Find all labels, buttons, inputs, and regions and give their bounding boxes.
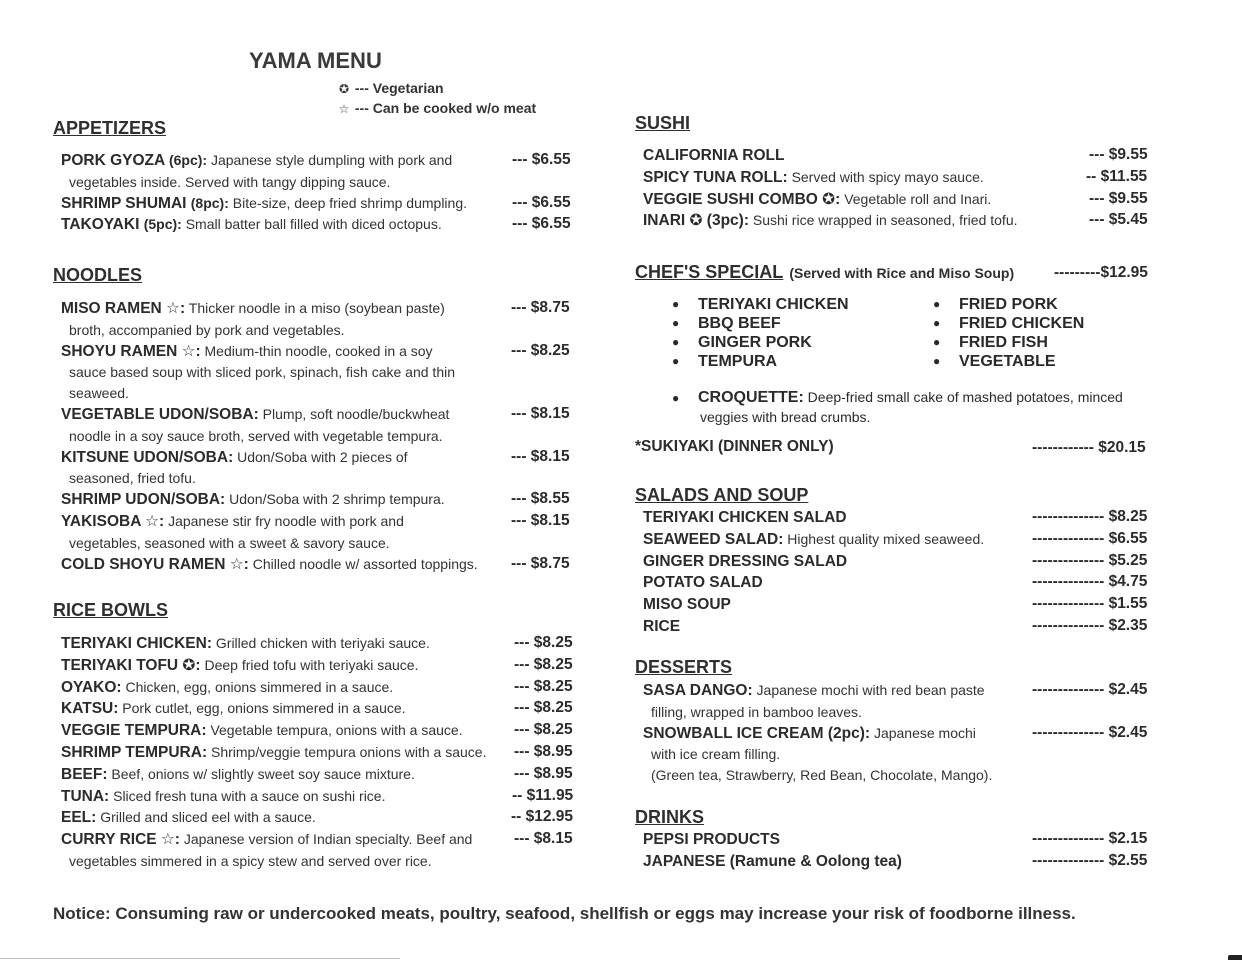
desserts-heading: DESSERTS [635, 657, 733, 677]
bullet-icon: ● [933, 297, 941, 311]
list-item: ● FRIED PORK [933, 296, 1058, 313]
star-icon: ☆ [338, 102, 350, 116]
appetizers-list [61, 150, 581, 236]
item-price: -------------- $2.55 [1032, 851, 1148, 869]
item-price: --- $8.55 [511, 490, 570, 508]
menu-item: SEAWEED SALAD: Highest quality mixed seaweed. -------------- $6.55 [643, 529, 1148, 548]
menu-item: MISO RAMEN ☆: Thicker noodle in a miso (soybean paste) broth, accompanied by pork and vegetables. --- $8.75 [61, 299, 570, 338]
item-price: --- $8.95 [514, 764, 573, 782]
legend-vegetarian: --- Vegetarian [354, 80, 444, 96]
item-price: --- $8.75 [511, 554, 570, 572]
sushi-heading: SUSHI [635, 113, 691, 133]
rice-bowls-list [61, 633, 581, 872]
appetizers-heading: APPETIZERS [53, 118, 167, 138]
menu-title: YAMA MENU [249, 48, 382, 73]
item-price: --- $9.55 [1089, 146, 1148, 163]
item-price: -- $11.55 [1086, 167, 1148, 185]
list-item: ● FRIED CHICKEN [933, 315, 1085, 332]
sukiyaki-item: *SUKIYAKI (DINNER ONLY) [635, 438, 834, 455]
menu-item: VEGGIE SUSHI COMBO ✪: Vegetable roll and Inari. --- $9.55 [643, 189, 1148, 208]
item-price: --- $9.55 [1089, 189, 1148, 207]
bullet-icon: ● [672, 354, 680, 368]
chefs-special-right-list [933, 295, 1084, 371]
item-price: --- $5.45 [1089, 211, 1148, 229]
menu-item: KATSU: Pork cutlet, egg, onions simmered in a sauce. --- $8.25 [61, 699, 573, 718]
item-price: -------------- $6.55 [1032, 529, 1148, 547]
menu-item: TAKOYAKI (5pc): Small batter ball filled with diced octopus. --- $6.55 [61, 215, 571, 234]
chefs-special-heading: CHEF'S SPECIAL (Served with Rice and Miso Soup) [635, 262, 1015, 282]
item-price: -- $12.95 [511, 808, 574, 826]
menu-item: CALIFORNIA ROLL --- $9.55 [643, 146, 1148, 164]
foodborne-notice: Notice: Consuming raw or undercooked meats, poultry, seafood, shellfish or eggs may increase your risk of foodborne illness. [53, 904, 1076, 923]
menu-item: SASA DANGO: Japanese mochi with red bean paste filling, wrapped in bamboo leaves. -------------- $2.45 [643, 681, 1148, 720]
drinks-heading: DRINKS [635, 807, 705, 827]
menu-item: EEL: Grilled and sliced eel with a sauce. -- $12.95 [61, 808, 574, 827]
list-item: ● BBQ BEEF [672, 315, 781, 332]
vegetarian-icon: ✪ [338, 82, 350, 96]
menu-item: SHRIMP UDON/SOBA: Udon/Soba with 2 shrimp tempura. --- $8.55 [61, 490, 570, 509]
menu-item: COLD SHOYU RAMEN ☆: Chilled noodle w/ assorted toppings. --- $8.75 [61, 554, 570, 573]
menu-item: SHRIMP SHUMAI (8pc): Bite-size, deep fried shrimp dumpling. --- $6.55 [61, 193, 571, 212]
page-edge-line [0, 958, 400, 959]
bullet-icon: ● [933, 354, 941, 368]
bullet-icon: ● [672, 391, 680, 405]
menu-item: CURRY RICE ☆: Japanese version of Indian specialty. Beef and vegetables simmered in a spicy stew and served over rice. --- $8.15 [61, 830, 573, 869]
item-price: -------------- $2.15 [1032, 830, 1148, 847]
menu-item: JAPANESE (Ramune & Oolong tea) -------------- $2.55 [643, 851, 1148, 870]
item-price: --- $6.55 [512, 151, 571, 168]
menu-item: VEGGIE TEMPURA: Vegetable tempura, onions with a sauce. --- $8.25 [61, 721, 573, 740]
menu-item: YAKISOBA ☆: Japanese stir fry noodle with pork and vegetables, seasoned with a sweet & savory sauce. --- $8.15 [61, 511, 570, 551]
item-price: --- $8.15 [511, 404, 570, 422]
item-price: --- $8.15 [511, 511, 570, 529]
list-item: ● VEGETABLE [933, 353, 1056, 370]
scan-corner-mark [1228, 955, 1242, 960]
bullet-icon: ● [933, 335, 941, 349]
item-price: --- $8.25 [514, 634, 573, 651]
menu-item: TERIYAKI CHICKEN SALAD -------------- $8.25 [643, 508, 1148, 526]
legend [337, 78, 536, 118]
menu-item: GINGER DRESSING SALAD -------------- $5.25 [643, 551, 1148, 570]
item-price: --- $8.25 [514, 677, 573, 695]
item-price: --- $8.25 [514, 721, 573, 739]
item-price: --- $8.25 [514, 655, 573, 673]
menu-item: MISO SOUP -------------- $1.55 [643, 595, 1148, 614]
item-price: -------------- $2.45 [1032, 681, 1148, 698]
chefs-special-price: ---------$12.95 [1054, 264, 1148, 281]
sushi-list [643, 145, 1163, 232]
item-price: --- $6.55 [512, 193, 571, 211]
item-price: --- $8.25 [514, 699, 573, 717]
menu-item: INARI ✪ (3pc): Sushi rice wrapped in seasoned, fried tofu. --- $5.45 [643, 211, 1148, 230]
croquette-item: ● CROQUETTE: Deep-fried small cake of mashed potatoes, minced veggies with bread crumbs. [672, 389, 1123, 425]
menu-item: PORK GYOZA (6pc): Japanese style dumpling with pork and vegetables inside. Served with tangy dipping sauce. --- $6.55 [61, 151, 571, 190]
desserts-list [643, 680, 1163, 786]
item-price: --- $8.95 [514, 742, 573, 760]
item-price: --- $8.15 [511, 447, 570, 465]
item-price: -------------- $2.45 [1032, 723, 1148, 741]
list-item: ● FRIED FISH [933, 334, 1048, 351]
bullet-icon: ● [672, 297, 680, 311]
menu-item: VEGETABLE UDON/SOBA: Plump, soft noodle/buckwheat noodle in a soy sauce broth, served with vegetable tempura. --- $8.15 [61, 404, 570, 444]
chefs-special-left-list [672, 295, 849, 371]
item-price: --- $8.75 [511, 299, 570, 316]
item-price: --- $6.55 [512, 215, 571, 233]
menu-item: KITSUNE UDON/SOBA: Udon/Soba with 2 pieces of seasoned, fried tofu. --- $8.15 [61, 447, 570, 487]
menu-item: PEPSI PRODUCTS -------------- $2.15 [643, 830, 1148, 848]
bullet-icon: ● [672, 316, 680, 330]
noodles-heading: NOODLES [53, 265, 143, 285]
menu-item: TUNA: Sliced fresh tuna with a sauce on sushi rice. -- $11.95 [61, 786, 574, 805]
menu-item: TERIYAKI TOFU ✪: Deep fried tofu with teriyaki sauce. --- $8.25 [61, 655, 573, 674]
item-price: --- $8.15 [514, 830, 573, 848]
salads-heading: SALADS AND SOUP [635, 485, 809, 505]
noodles-list [61, 298, 581, 575]
item-price: -------------- $2.35 [1032, 616, 1148, 634]
menu-item: SPICY TUNA ROLL: Served with spicy mayo sauce. -- $11.55 [643, 167, 1148, 186]
list-item: ● TEMPURA [672, 353, 778, 370]
item-price: -------------- $4.75 [1032, 573, 1148, 591]
sukiyaki-price: ------------ $20.15 [1032, 439, 1146, 456]
item-price: -------------- $5.25 [1032, 551, 1148, 569]
item-price: -- $11.95 [512, 786, 574, 804]
menu-item: BEEF: Beef, onions w/ slightly sweet soy sauce mixture. --- $8.95 [61, 764, 573, 783]
list-item: ● GINGER PORK [672, 334, 812, 351]
item-price: --- $8.25 [511, 341, 570, 359]
drinks-list [643, 829, 1163, 873]
item-price: -------------- $1.55 [1032, 595, 1148, 613]
legend-no-meat: --- Can be cooked w/o meat [354, 100, 537, 116]
bullet-icon: ● [933, 316, 941, 330]
menu-item: OYAKO: Chicken, egg, onions simmered in a sauce. --- $8.25 [61, 677, 573, 696]
bullet-icon: ● [672, 335, 680, 349]
salads-list [643, 507, 1163, 638]
menu-item: SHRIMP TEMPURA: Shrimp/veggie tempura onions with a sauce. --- $8.95 [61, 742, 573, 761]
list-item: ● TERIYAKI CHICKEN [672, 296, 849, 313]
rice-bowls-heading: RICE BOWLS [53, 600, 168, 620]
menu-item: POTATO SALAD -------------- $4.75 [643, 573, 1148, 592]
menu-item: RICE -------------- $2.35 [643, 616, 1148, 635]
menu-item: SNOWBALL ICE CREAM (2pc): Japanese mochi with ice cream filling. (Green tea, Strawberry, Red Bean, Chocolate, Mango). -------------- $2.45 [643, 723, 1148, 784]
item-price: -------------- $8.25 [1032, 508, 1148, 525]
menu-item: SHOYU RAMEN ☆: Medium-thin noodle, cooked in a soy sauce based soup with sliced pork, spinach, fish cake and thin seaweed. --- $8.25 [61, 341, 570, 402]
menu-item: TERIYAKI CHICKEN: Grilled chicken with teriyaki sauce. --- $8.25 [61, 634, 573, 652]
